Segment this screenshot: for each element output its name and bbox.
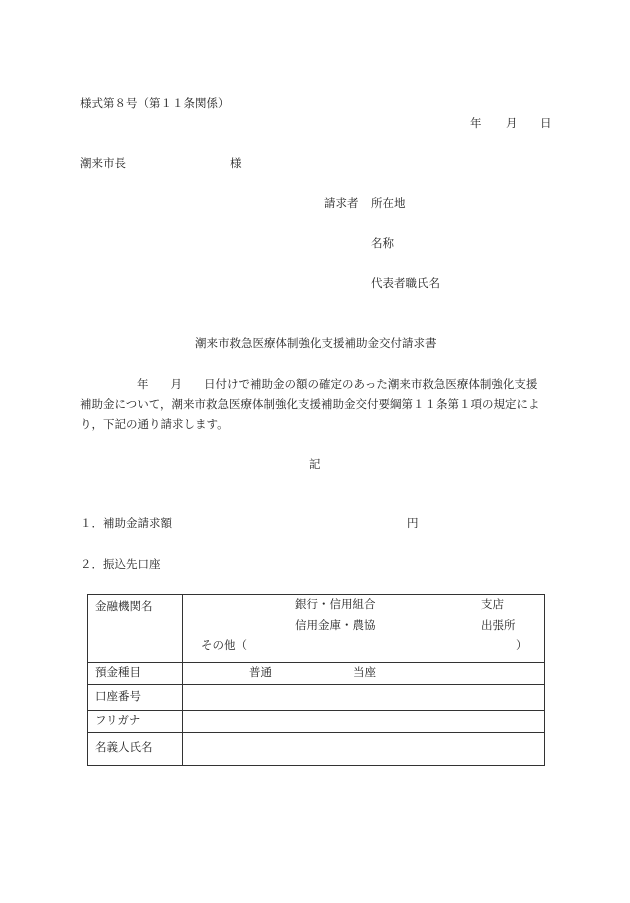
holder-label: 名義人氏名 xyxy=(95,740,153,754)
table-row xyxy=(88,733,545,766)
holder-label-cell xyxy=(88,733,183,766)
claimant-label: 請求者 xyxy=(324,196,359,210)
body-paragraph xyxy=(80,374,550,434)
addressee-name: 潮来市長 xyxy=(80,156,126,170)
other-close: ） xyxy=(516,638,528,652)
body-line-1-text: 日付けで補助金の額の確定のあった潮来市救急医療体制強化支援 xyxy=(204,377,538,391)
institution-label-cell xyxy=(88,595,183,663)
body-year: 年 xyxy=(137,377,149,391)
table-row xyxy=(88,663,545,685)
holder-value-cell[interactable] xyxy=(183,733,545,766)
claimant-rep-label: 代表者職氏名 xyxy=(371,276,440,290)
table-row xyxy=(88,595,545,663)
furigana-value-cell[interactable] xyxy=(183,711,545,733)
date-year: 年 xyxy=(470,116,482,130)
item-1-label: １．補助金請求額 xyxy=(80,516,172,530)
ki-heading: 記 xyxy=(309,457,321,471)
deposit-type-label: 預金種目 xyxy=(95,665,141,679)
account-number-value-cell[interactable] xyxy=(183,685,545,711)
body-month: 月 xyxy=(170,377,182,391)
item-2-label: ２．振込先口座 xyxy=(80,557,161,571)
body-line-3: り，下記の通り請求します。 xyxy=(80,417,229,431)
deposit-type-value-cell[interactable] xyxy=(183,663,545,685)
table-row xyxy=(88,711,545,733)
body-line-1 xyxy=(80,374,550,394)
item-1-unit: 円 xyxy=(407,516,419,530)
other-label: その他（ xyxy=(201,638,247,652)
addressee-honorific: 様 xyxy=(230,156,242,170)
sub-branch-label: 出張所 xyxy=(481,618,516,632)
form-id: 様式第８号（第１１条関係） xyxy=(80,96,230,110)
deposit-normal[interactable]: 普通 xyxy=(249,665,272,679)
institution-label: 金融機関名 xyxy=(95,599,153,613)
table-row xyxy=(88,685,545,711)
bank-account-table xyxy=(87,594,545,766)
deposit-type-label-cell xyxy=(88,663,183,685)
date-month: 月 xyxy=(506,116,518,130)
furigana-label: フリガナ xyxy=(95,713,141,727)
institution-value-cell[interactable] xyxy=(183,595,545,663)
account-number-label: 口座番号 xyxy=(95,689,141,703)
bank-options: 銀行・信用組合 xyxy=(295,597,376,611)
date-day: 日 xyxy=(540,116,552,130)
account-number-label-cell xyxy=(88,685,183,711)
body-line-2: 補助金について，潮来市救急医療体制強化支援補助金交付要綱第１１条第１項の規定によ xyxy=(80,397,540,411)
claimant-name-label: 名称 xyxy=(371,236,394,250)
branch-label: 支店 xyxy=(481,597,504,611)
furigana-label-cell xyxy=(88,711,183,733)
shinkin-options: 信用金庫・農協 xyxy=(295,618,376,632)
deposit-current[interactable]: 当座 xyxy=(353,665,376,679)
document-title: 潮来市救急医療体制強化支援補助金交付請求書 xyxy=(195,336,437,350)
claimant-address-label: 所在地 xyxy=(371,196,406,210)
